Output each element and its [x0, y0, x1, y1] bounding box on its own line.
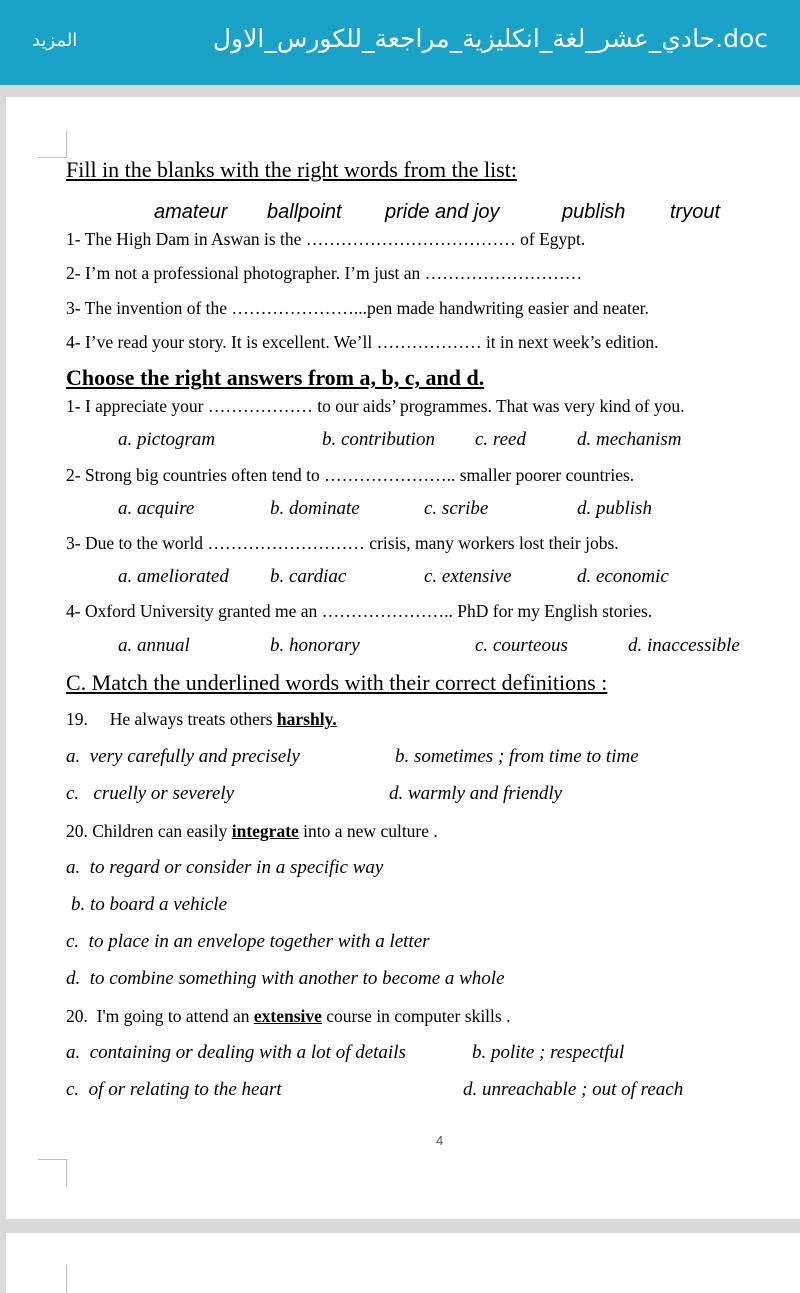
fill-question: 3- The invention of the …………………...pen made handwriting easier and neater.	[66, 298, 649, 318]
choice-question: 3- Due to the world ……………………… crisis, many workers lost their jobs.	[66, 533, 619, 553]
word-list-item: ballpoint	[267, 201, 342, 223]
choice-question: 2- Strong big countries often tend to ………………….. smaller poorer countries.	[66, 465, 635, 485]
crop-mark-bottom	[66, 1159, 67, 1187]
choice-option: d. mechanism	[577, 429, 682, 450]
choice-option: b. honorary	[270, 635, 360, 656]
word-list-item: pride and joy	[385, 201, 500, 223]
choice-option: b. cardiac	[270, 566, 347, 587]
fill-question: 1- The High Dam in Aswan is the ……………………………… of Egypt.	[66, 229, 586, 249]
choice-option: a. ameliorated	[118, 566, 229, 587]
choice-option: d. publish	[577, 498, 652, 519]
choice-option: a. acquire	[118, 498, 195, 519]
match-option: a. to regard or consider in a specific way	[66, 857, 384, 878]
crop-mark-top-h	[38, 157, 66, 158]
choice-option: d. inaccessible	[628, 635, 740, 656]
underlined-word: harshly.	[276, 709, 337, 729]
choice-option: c. courteous	[475, 635, 568, 656]
match-option: b. to board a vehicle	[71, 894, 228, 915]
crop-mark-bottom-h	[38, 1159, 66, 1160]
match-option: c. cruelly or severely	[66, 783, 235, 804]
more-button[interactable]: المزيد	[32, 30, 78, 51]
section-c-heading: C. Match the underlined words with their correct definitions :	[66, 670, 608, 695]
document-page[interactable]	[6, 97, 800, 1219]
choice-option: a. pictogram	[118, 429, 216, 450]
match-option: c. of or relating to the heart	[66, 1079, 282, 1100]
page-number: 4	[436, 1133, 444, 1148]
word-list-item: publish	[562, 201, 626, 223]
match-question-20: 20. Children can easily integrate into a new culture .	[66, 821, 438, 841]
match-option: b. sometimes ; from time to time	[395, 746, 639, 767]
choice-option: c. reed	[475, 429, 526, 450]
choice-option: b. contribution	[322, 429, 435, 450]
fill-question: 4- I’ve read your story. It is excellent. We’ll ……………… it in next week’s edition.	[66, 332, 659, 352]
match-question-20b: 20. I'm going to attend an extensive course in computer skills .	[66, 1006, 511, 1026]
choice-question: 1- I appreciate your ……………… to our aids’ programmes. That was very kind of you.	[66, 396, 685, 416]
app-bar	[0, 0, 800, 85]
match-option: b. polite ; respectful	[472, 1042, 625, 1063]
choice-option: a. annual	[118, 635, 190, 656]
match-option: a. containing or dealing with a lot of details	[66, 1042, 406, 1063]
underlined-word: integrate	[231, 821, 299, 841]
match-option: d. unreachable ; out of reach	[463, 1079, 684, 1100]
section-b-heading: Choose the right answers from a, b, c, and d.	[66, 365, 485, 390]
document-title: حادي_عشر_لغة_انكليزية_مراجعة_للكورس_الاول.doc	[212, 24, 768, 53]
next-document-page[interactable]	[6, 1233, 800, 1293]
choice-option: d. economic	[577, 566, 669, 587]
underlined-word: extensive	[253, 1006, 322, 1026]
choice-option: b. dominate	[270, 498, 360, 519]
match-option: c. to place in an envelope together with a letter	[66, 931, 430, 952]
choice-option: c. extensive	[424, 566, 512, 587]
match-option: d. to combine something with another to become a whole	[66, 968, 505, 989]
choice-option: c. scribe	[424, 498, 489, 519]
crop-mark-top	[66, 130, 67, 158]
fill-question: 2- I’m not a professional photographer. I’m just an ………………………	[66, 263, 583, 283]
match-option: d. warmly and friendly	[389, 783, 563, 804]
crop-mark-top	[66, 1265, 67, 1293]
match-option: a. very carefully and precisely	[66, 746, 300, 767]
section-a-heading: Fill in the blanks with the right words from the list:	[66, 157, 517, 182]
match-question-19: 19. He always treats others harshly.	[66, 709, 337, 729]
word-list-item: tryout	[670, 201, 721, 223]
word-list-item: amateur	[154, 201, 228, 223]
choice-question: 4- Oxford University granted me an ………………….. PhD for my English stories.	[66, 601, 653, 621]
